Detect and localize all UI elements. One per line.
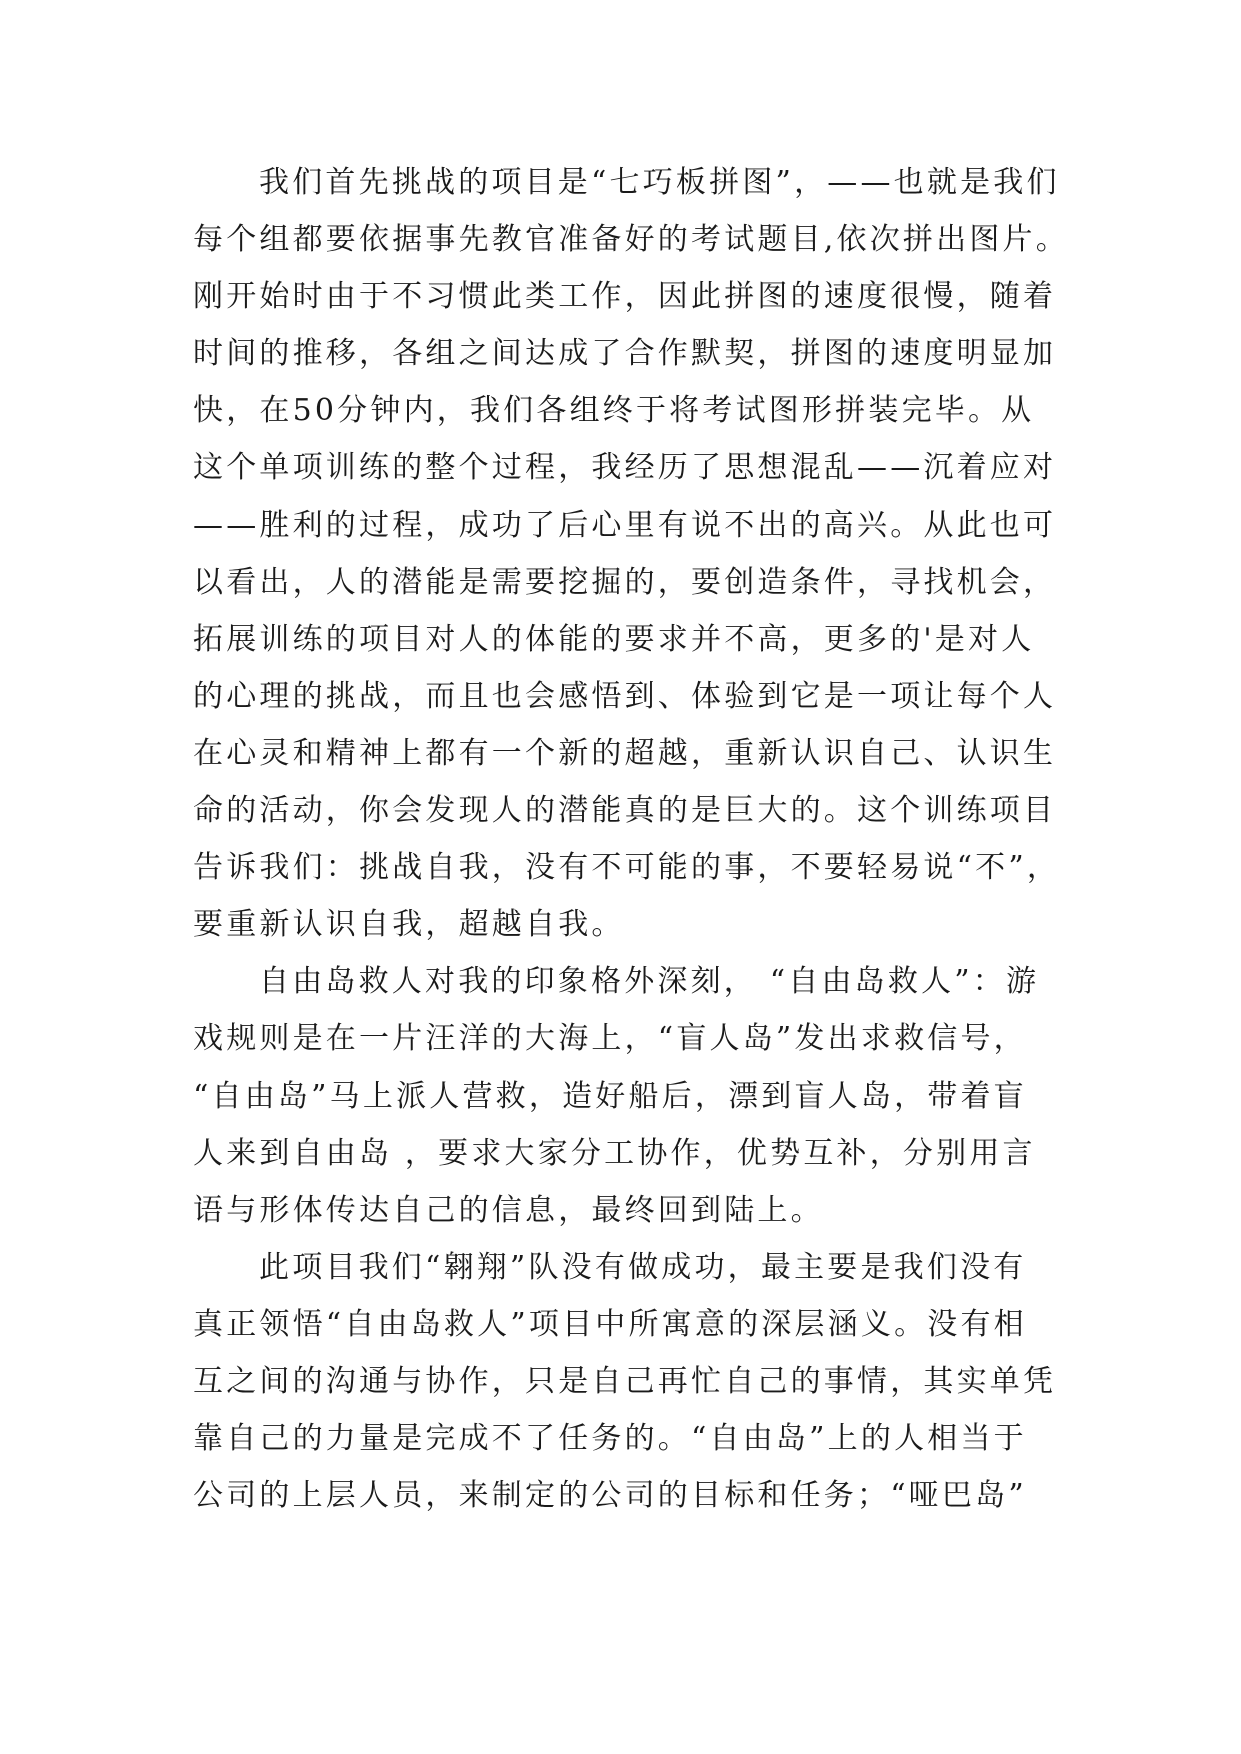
text-line: 真正领悟“自由岛救人”项目中所寓意的深层涵义。没有相: [193, 1306, 1027, 1342]
text-line: 命的活动，你会发现人的潜能真的是巨大的。这个训练项目: [193, 793, 1057, 829]
text-line: 公司的上层人员，来制定的公司的目标和任务；“哑巴岛”: [193, 1478, 1027, 1514]
text-line: 拓展训练的项目对人的体能的要求并不高，更多的'是对人: [193, 621, 1035, 657]
text-line: 语与形体传达自己的信息，最终回到陆上。: [193, 1192, 824, 1228]
text-line: 我们首先挑战的项目是“七巧板拼图”，——也就是我们: [259, 165, 1060, 200]
text-line: 此项目我们“翱翔”队没有做成功，最主要是我们没有: [259, 1249, 1027, 1285]
text-line: “自由岛”马上派人营救，造好船后，漂到盲人岛，带着盲: [193, 1078, 1027, 1114]
text-line: 每个组都要依据事先教官准备好的考试题目,依次拼出图片。: [193, 222, 1069, 258]
text-line: 人来到自由岛 ，要求大家分工协作，优势互补，分别用言: [193, 1135, 1036, 1171]
text-line: 互之间的沟通与协作，只是自己再忙自己的事情，其实单凭: [193, 1363, 1057, 1399]
text-line: 靠自己的力量是完成不了任务的。“自由岛”上的人相当于: [193, 1421, 1027, 1457]
text-line: 的心理的挑战，而且也会感悟到、体验到它是一项让每个人: [193, 678, 1057, 714]
text-line: 戏规则是在一片汪洋的大海上，“盲人岛”发出求救信号，: [193, 1021, 1027, 1057]
text-line: 要重新认识自我，超越自我。: [193, 907, 625, 943]
body-text: [193, 154, 1093, 1524]
text-line: 自由岛救人对我的印象格外深刻， “自由岛救人”：游: [259, 964, 1040, 1000]
text-line: 时间的推移，各组之间达成了合作默契，拼图的速度明显加: [193, 336, 1057, 372]
text-line: 以看出，人的潜能是需要挖掘的，要创造条件，寻找机会，: [193, 564, 1057, 600]
text-line: 这个单项训练的整个过程，我经历了思想混乱——沉着应对: [193, 450, 1057, 486]
text-line: 刚开始时由于不习惯此类工作，因此拼图的速度很慢，随着: [193, 279, 1057, 315]
text-line: ——胜利的过程，成功了后心里有说不出的高兴。从此也可: [193, 507, 1057, 543]
text-line: 在心灵和精神上都有一个新的超越，重新认识自己、认识生: [193, 735, 1057, 771]
text-line: 告诉我们：挑战自我，没有不可能的事，不要轻易说“不”，: [193, 850, 1061, 886]
text-line: 快，在50分钟内，我们各组终于将考试图形拼装完毕。从: [193, 393, 1035, 429]
